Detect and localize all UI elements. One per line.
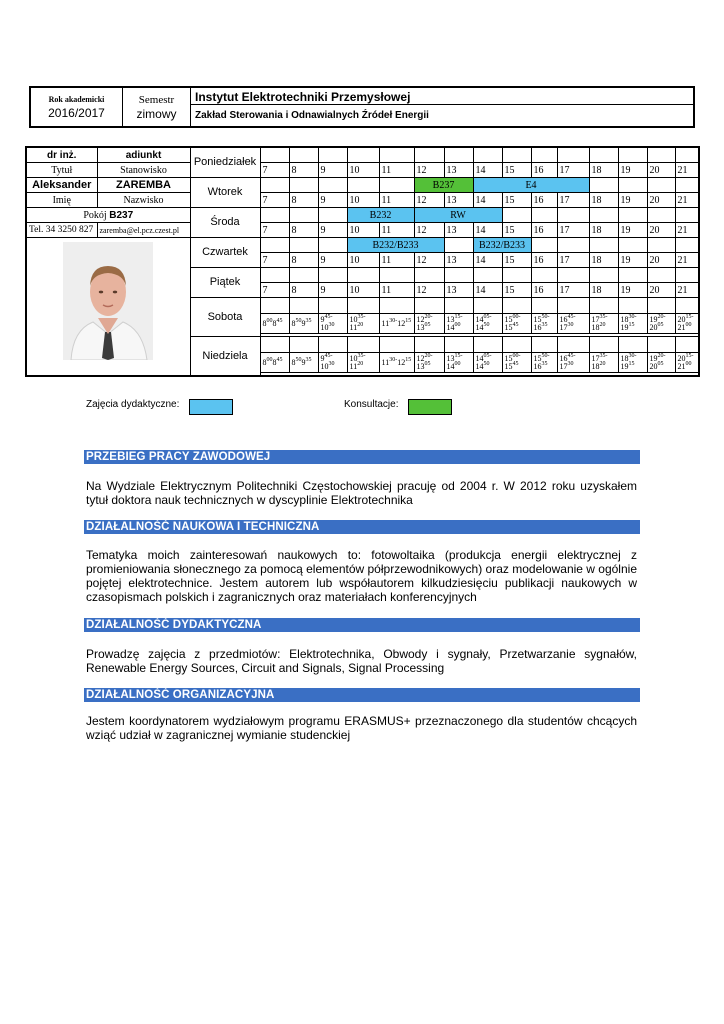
hour-cell: 17	[557, 223, 589, 238]
schedule-table	[25, 146, 700, 377]
slot-cell: $19^{20-}$ $20^{05}$	[647, 353, 675, 373]
day-thursday: Czwartek	[190, 238, 260, 268]
hour-cell: 10	[347, 253, 379, 268]
hour-cell: 21	[675, 253, 699, 268]
slot-cell: $15^{50-}$ $16^{35}$	[531, 314, 557, 334]
hour-cell: 21	[675, 223, 699, 238]
slot-cell: $14^{05-}$ $14^{50}$	[473, 314, 502, 334]
slot-cell: $20^{15-}$ $21^{00}$	[675, 314, 699, 334]
hour-cell: 8	[289, 283, 318, 298]
hour-cell: 10	[347, 223, 379, 238]
hour-cell: 14	[473, 193, 502, 208]
section-career-text: Na Wydziale Elektrycznym Politechniki Częstochowskiej pracuję od 2004 r. W 2012 roku uzyskałem tytuł doktora nauk technicznych w dyscyplinie Elektrotechnika	[86, 479, 637, 507]
class-block: B232/B233	[473, 238, 531, 253]
hour-cell: 18	[589, 163, 618, 178]
class-block: B232/B233	[347, 238, 444, 253]
hour-cell: 7	[260, 283, 289, 298]
slot-cell: $12^{20-}$ $13^{05}$	[414, 353, 444, 373]
hour-cell: 15	[502, 223, 531, 238]
last-name-label: Nazwisko	[97, 193, 190, 208]
day-wednesday: Środa	[190, 208, 260, 238]
academic-year-value: 2016/2017	[48, 105, 105, 120]
hour-cell: 10	[347, 283, 379, 298]
hour-cell: 17	[557, 193, 589, 208]
hour-cell: 9	[318, 283, 347, 298]
degree: dr inż.	[26, 147, 97, 163]
day-friday: Piątek	[190, 268, 260, 298]
semester-label: Semestr	[138, 93, 175, 106]
class-block: RW	[414, 208, 502, 223]
first-name-label: Imię	[26, 193, 97, 208]
hour-cell: 10	[347, 193, 379, 208]
last-name: ZAREMBA	[97, 178, 190, 193]
section-science-text: Tematyka moich zainteresowań naukowych to: fotowoltaika (produkcja energii elektrycznej z promieniowania słonecznego za pomocą elementów półprzewodnikowych) oraz modelowanie w ogólnie pojętej elektrotechnice. Jestem autorem lub współautorem kilkudziesięciu publikacji naukowych w czasopismach polskich i zagranicznych oraz materiałach konferencyjnych	[86, 548, 637, 604]
hour-cell: 7	[260, 193, 289, 208]
hour-cell: 19	[618, 253, 647, 268]
title-label: Tytuł	[26, 163, 97, 178]
hour-cell: 9	[318, 223, 347, 238]
slot-cell: $17^{35-}$ $18^{20}$	[589, 353, 618, 373]
portrait-photo	[63, 242, 153, 360]
email[interactable]: zaremba@el.pcz.czest.pl	[97, 223, 190, 238]
hour-cell: 19	[618, 283, 647, 298]
slot-cell: $9^{45-}$ $10^{30}$	[318, 314, 347, 334]
hour-cell: 11	[379, 193, 414, 208]
slot-cell: $9^{45-}$ $10^{30}$	[318, 353, 347, 373]
phone: Tel. 34 3250 827	[26, 223, 97, 238]
hour-cell: 13	[444, 253, 473, 268]
slot-cell: $18^{30-}$ $19^{15}$	[618, 353, 647, 373]
slot-cell: $10^{35-}$ $11^{20}$	[347, 353, 379, 373]
slot-cell: $13^{15-}$ $14^{00}$	[444, 314, 473, 334]
section-org-title: DZIAŁALNOŚĆ ORGANIZACYJNA	[84, 688, 640, 702]
hour-cell: 16	[531, 163, 557, 178]
hour-cell: 17	[557, 283, 589, 298]
department-name: Zakład Sterowania i Odnawialnych Źródeł Energii	[195, 110, 429, 121]
section-career-title: PRZEBIEG PRACY ZAWODOWEJ	[84, 450, 640, 464]
slot-cell: $8^{00}8^{45}$	[260, 314, 289, 334]
hour-cell: 13	[444, 223, 473, 238]
hour-cell: 9	[318, 253, 347, 268]
hour-cell: 20	[647, 163, 675, 178]
hour-cell: 16	[531, 223, 557, 238]
hour-cell: 12	[414, 163, 444, 178]
slot-cell: $14^{05-}$ $14^{50}$	[473, 353, 502, 373]
legend-didactic-swatch	[189, 399, 233, 415]
hour-cell: 15	[502, 253, 531, 268]
slot-cell: $11^{30-}12^{15}$	[379, 314, 414, 334]
class-block: B237	[414, 178, 473, 193]
legend-consult-swatch	[408, 399, 452, 415]
hour-cell: 13	[444, 193, 473, 208]
hour-cell: 20	[647, 193, 675, 208]
hour-cell: 17	[557, 163, 589, 178]
position: adiunkt	[97, 147, 190, 163]
day-saturday: Sobota	[190, 298, 260, 337]
class-block: E4	[473, 178, 589, 193]
hour-cell: 12	[414, 193, 444, 208]
hour-cell: 7	[260, 253, 289, 268]
academic-year-cell	[30, 87, 123, 127]
room-label: Pokój	[83, 209, 107, 221]
hour-cell: 9	[318, 163, 347, 178]
slot-cell: $17^{35-}$ $18^{20}$	[589, 314, 618, 334]
slot-cell: $15^{50-}$ $16^{35}$	[531, 353, 557, 373]
hour-cell: 16	[531, 193, 557, 208]
hour-cell: 11	[379, 283, 414, 298]
section-teaching-title: DZIAŁALNOŚĆ DYDAKTYCZNA	[84, 618, 640, 632]
slot-cell: $10^{35-}$ $11^{20}$	[347, 314, 379, 334]
hour-cell: 18	[589, 193, 618, 208]
slot-cell: $13^{15-}$ $14^{00}$	[444, 353, 473, 373]
hour-cell: 11	[379, 223, 414, 238]
slot-cell: $15^{00-}$ $15^{45}$	[502, 353, 531, 373]
hour-cell: 21	[675, 193, 699, 208]
institute-name: Instytut Elektrotechniki Przemysłowej	[191, 88, 693, 105]
hour-cell: 14	[473, 223, 502, 238]
photo-cell	[26, 238, 190, 377]
hour-cell: 11	[379, 163, 414, 178]
room-number: B237	[109, 209, 134, 221]
hour-cell: 12	[414, 253, 444, 268]
hour-cell: 20	[647, 253, 675, 268]
academic-year-label: Rok akademicki	[48, 94, 105, 104]
hour-cell: 20	[647, 223, 675, 238]
hour-cell: 8	[289, 253, 318, 268]
position-label: Stanowisko	[97, 163, 190, 178]
legend-didactic-label: Zajęcia dydaktyczne:	[86, 399, 180, 410]
hour-cell: 18	[589, 283, 618, 298]
hour-cell: 15	[502, 163, 531, 178]
hour-cell: 16	[531, 253, 557, 268]
hour-cell: 21	[675, 163, 699, 178]
legend-consult-label: Konsultacje:	[344, 399, 399, 410]
hour-cell: 13	[444, 163, 473, 178]
slot-cell: $16^{45-}$ $17^{30}$	[557, 353, 589, 373]
header-table	[29, 86, 695, 128]
hour-cell: 14	[473, 253, 502, 268]
hour-cell: 19	[618, 163, 647, 178]
slot-cell: $8^{50}9^{35}$	[289, 353, 318, 373]
hour-cell: 10	[347, 163, 379, 178]
hour-cell: 18	[589, 253, 618, 268]
hour-cell: 20	[647, 283, 675, 298]
slot-cell: $12^{20-}$ $13^{05}$	[414, 314, 444, 334]
slot-cell: $11^{30-}12^{15}$	[379, 353, 414, 373]
hour-cell: 13	[444, 283, 473, 298]
slot-cell: $18^{30-}$ $19^{15}$	[618, 314, 647, 334]
slot-cell: $20^{15-}$ $21^{00}$	[675, 353, 699, 373]
section-org-text: Jestem koordynatorem wydziałowym programu ERASMUS+ przeznaczonego dla studentów chcących wziąć udział w zagranicznej wymianie studenckiej	[86, 714, 637, 742]
hour-cell: 9	[318, 193, 347, 208]
slot-cell: $16^{45-}$ $17^{30}$	[557, 314, 589, 334]
day-monday: Poniedziałek	[190, 147, 260, 178]
day-tuesday: Wtorek	[190, 178, 260, 208]
hour-cell: 8	[289, 163, 318, 178]
hour-cell: 12	[414, 223, 444, 238]
hour-cell: 15	[502, 283, 531, 298]
hour-cell: 15	[502, 193, 531, 208]
semester-value: zimowy	[136, 106, 177, 121]
hour-cell: 19	[618, 223, 647, 238]
hour-cell: 19	[618, 193, 647, 208]
hour-cell: 8	[289, 193, 318, 208]
hour-cell: 7	[260, 223, 289, 238]
hour-cell: 11	[379, 253, 414, 268]
hour-cell: 21	[675, 283, 699, 298]
first-name: Aleksander	[26, 178, 97, 193]
section-science-title: DZIAŁALNOŚĆ NAUKOWA I TECHNICZNA	[84, 520, 640, 534]
hour-cell: 8	[289, 223, 318, 238]
section-teaching-text: Prowadzę zajęcia z przedmiotów: Elektrotechnika, Obwody i sygnały, Przetwarzanie sygnałów, Renewable Energy Sources, Circuit and Signals, Signal Processing	[86, 647, 637, 675]
day-sunday: Niedziela	[190, 337, 260, 377]
institute-cell	[191, 87, 695, 127]
hour-cell: 7	[260, 163, 289, 178]
slot-cell: $19^{20-}$ $20^{05}$	[647, 314, 675, 334]
slot-cell: $15^{00-}$ $15^{45}$	[502, 314, 531, 334]
semester-cell	[123, 87, 191, 127]
hour-cell: 14	[473, 163, 502, 178]
hour-cell: 17	[557, 253, 589, 268]
slot-cell: $8^{00}8^{45}$	[260, 353, 289, 373]
class-block: B232	[347, 208, 414, 223]
hour-cell: 12	[414, 283, 444, 298]
hour-cell: 18	[589, 223, 618, 238]
room	[26, 208, 190, 223]
slot-cell: $8^{50}9^{35}$	[289, 314, 318, 334]
hour-cell: 16	[531, 283, 557, 298]
hour-cell: 14	[473, 283, 502, 298]
